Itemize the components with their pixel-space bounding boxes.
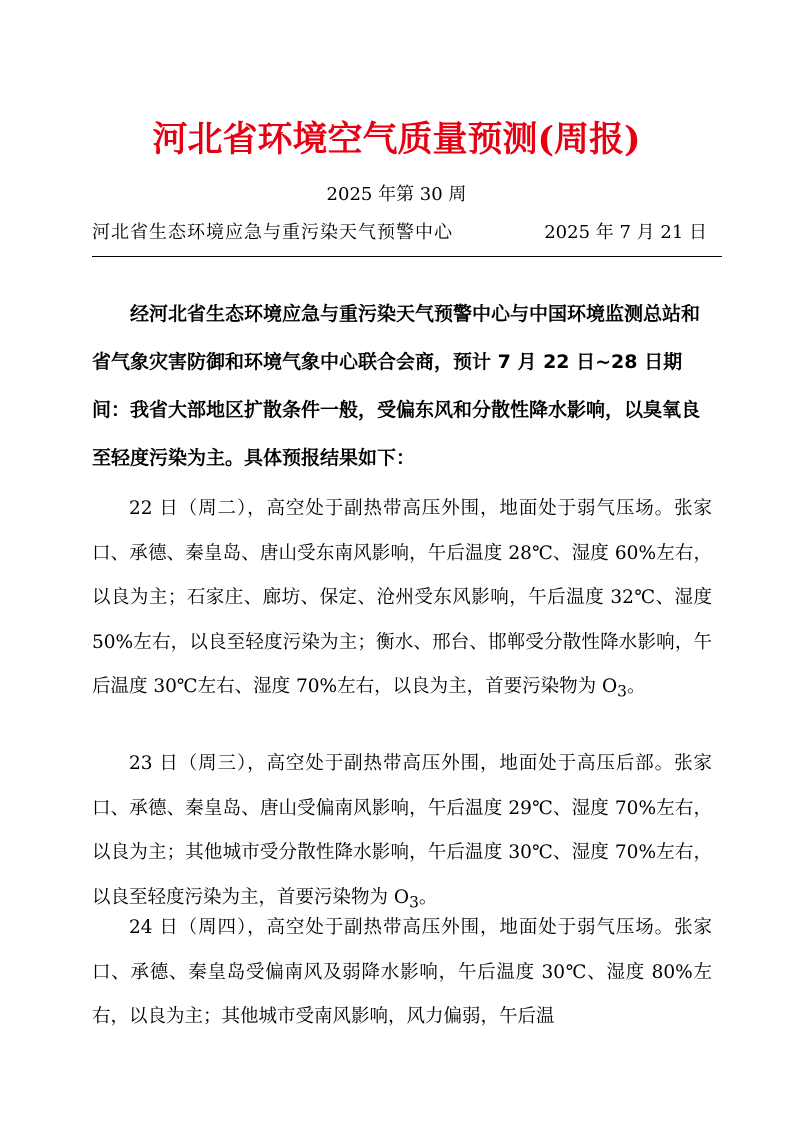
ozone-subscript: 3 xyxy=(617,682,627,701)
ozone-subscript: 3 xyxy=(409,893,419,912)
intro-paragraph xyxy=(92,290,707,482)
issue-date: 2025 年 7 月 21 日 xyxy=(544,222,707,243)
document-title: 河北省环境空气质量预测(周报) xyxy=(152,119,641,160)
header-info xyxy=(92,218,707,242)
forecast-day-22-text: 22 日（周二），高空处于副热带高压外围，地面处于弱气压场。张家口、承德、秦皇岛、唐山受东南风影响，午后温度 28℃、湿度 60%左右，以良为主；石家庄、廊坊、保定、沧州受东风影响，午后温度 32℃、湿度 50%左右，以良至轻度污染为主；衡水、邢台、邯郸受分散性降水影响，午后温度 30℃左右、湿度 70%左右，以良为主，首要污染物为 O xyxy=(92,498,712,697)
forecast-day-24-text: 24 日（周四），高空处于副热带高压外围，地面处于弱气压场。张家口、承德、秦皇岛受偏南风及弱降水影响，午后温度 30℃、湿度 80%左右，以良为主；其他城市受南风影响，风力偏弱，午后温 xyxy=(92,917,712,1027)
forecast-day-23 xyxy=(92,742,712,925)
forecast-day-22 xyxy=(92,487,712,714)
forecast-day-24 xyxy=(92,906,712,1040)
intro-lead: 具体预报结果如下： xyxy=(244,447,416,469)
forecast-day-23-end: 。 xyxy=(418,886,438,908)
header-divider xyxy=(92,256,722,257)
forecast-day-23-text: 23 日（周三），高空处于副热带高压外围，地面处于高压后部。张家口、承德、秦皇岛、唐山受偏南风影响，午后温度 29℃、湿度 70%左右，以良为主；其他城市受分散性降水影响，午后温度 30℃、湿度 70%左右，以良至轻度污染为主，首要污染物为 O xyxy=(92,753,712,908)
intro-summary: 预计 7 月 22 日~28 日期间：我省大部地区扩散条件一般，受偏东风和分散性降水影响，以臭氧良至轻度污染为主。 xyxy=(92,351,701,469)
forecast-day-22-end: 。 xyxy=(626,676,646,697)
issuing-organization: 河北省生态环境应急与重污染天气预警中心 xyxy=(92,222,453,243)
intro-consultation: 经河北省生态环境应急与重污染天气预警中心与中国环境监测总站和省气象灾害防御和环境气象中心联合会商， xyxy=(92,303,701,373)
issue-number: 2025 年第 30 周 xyxy=(326,184,467,205)
